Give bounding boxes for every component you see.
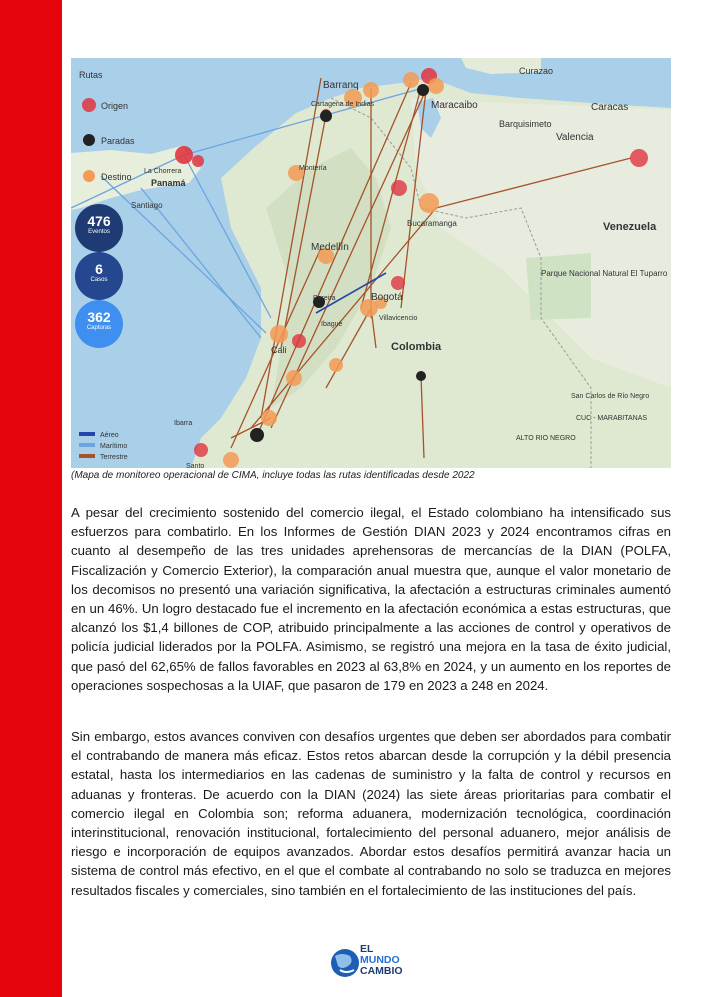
- casos-stat: 6 Casos: [75, 252, 123, 300]
- svg-text:Parque Nacional Natural El Tup: Parque Nacional Natural El Tuparro: [541, 269, 668, 278]
- paragraph-2: Sin embargo, estos avances conviven con desafíos urgentes que deben ser abordados para combatir el contrabando de manera más eficaz. Estos retos abarcan desde la corrupción y la débil presencia estatal, hasta los intermediarios en las cadenas de suministro y la falta de control y recursos en aduanas y fronteras. De acuerdo con la DIAN (2024) las siete áreas prioritarias para combatir el comercio ilegal en Colombia son; reforma aduanera, modernización tecnológica, coordinación interinstitucional, renovación institucional, fortalecimiento del personal aduanero, mejor análisis de riesgo e incorporación de equipos avanzados. Abordar estos desafíos permitirá avanzar hacia un sistema de control más efectivo, en el que el combate al contrabando no solo se traduzca en mejores resultados fiscales y comerciales, sino también en el fortalecimiento de las instituciones del país.: [71, 729, 671, 898]
- legend-destino-label: Destino: [101, 172, 132, 182]
- terrestre-legend-swatch: [79, 454, 95, 458]
- red-margin-bar: [0, 0, 62, 997]
- svg-text:Ibarra: Ibarra: [174, 420, 193, 427]
- svg-text:Valencia: Valencia: [556, 132, 594, 143]
- legend-paradas-label: Paradas: [101, 136, 135, 146]
- capturas-stat: 362 Capturas: [75, 300, 123, 348]
- svg-text:Montería: Montería: [299, 165, 327, 172]
- el-mundo-cambio-logo: [330, 940, 430, 985]
- svg-text:CUC - MARABITANAS: CUC - MARABITANAS: [576, 415, 648, 422]
- svg-text:Cartagena de Indias: Cartagena de Indias: [311, 101, 375, 108]
- eventos-stat: 476 Eventos: [75, 204, 123, 252]
- svg-text:Villavicencio: Villavicencio: [379, 315, 418, 322]
- svg-text:San Carlos de Río Negro: San Carlos de Río Negro: [571, 393, 650, 400]
- svg-text:Medellín: Medellín: [311, 242, 349, 253]
- svg-text:Colombia: Colombia: [391, 341, 442, 353]
- paragraph-1: A pesar del crecimiento sostenido del comercio ilegal, el Estado colombiano ha intensificado sus esfuerzos para combatirlo. En los Informes de Gestión DIAN 2023 y 2024 encontramos cifras en cuanto al desempeño de las tres unidades aprehensoras de mercancías de la DIAN (POLFA, Fiscalización y Comercio Exterior), la comparación anual muestra que, aunque el valor monetario de los decomisos no presentó una variación significativa, la afectación a estructuras criminales aumentó en un 46%. Un logro destacado fue el incremento en la afectación económica a estas estructuras, que alcanzó los $1,4 billones de COP, atribuido principalmente a las acciones de control y operativos de policía judicial liderados por la POLFA. Asimismo, se registró una mejora en la tasa de éxito judicial, que pasó del 62,65% de fallos favorables en 2023 al 63,8% en 2024, y un aumento en los reportes de operaciones sospechosas a la UIAF, que pasaron de 179 en 2023 a 248 en 2024.: [71, 505, 671, 693]
- logo-line-1: EL: [360, 943, 374, 955]
- terrestre-legend-label: Terrestre: [100, 454, 128, 461]
- destino-legend-marker: [83, 170, 95, 182]
- svg-text:Santo: Santo: [186, 463, 205, 468]
- logo-line-3: CAMBIO: [360, 965, 403, 977]
- svg-text:Bucaramanga: Bucaramanga: [407, 219, 457, 228]
- park-area: [526, 253, 591, 320]
- svg-text:Panamá: Panamá: [151, 178, 186, 188]
- origen-legend-marker: [82, 98, 96, 112]
- aereo-legend-swatch: [79, 432, 95, 436]
- svg-text:ALTO RIO NEGRO: ALTO RIO NEGRO: [516, 435, 576, 442]
- route-map[interactable]: [71, 58, 671, 468]
- svg-text:Cali: Cali: [271, 345, 287, 355]
- legend-title: Rutas: [79, 70, 103, 80]
- svg-text:Maracaibo: Maracaibo: [431, 100, 478, 111]
- logo-line-2: MUNDO: [360, 954, 400, 966]
- map-canvas: [71, 58, 671, 468]
- svg-text:La Chorrera: La Chorrera: [144, 168, 182, 175]
- svg-text:Barranq: Barranq: [323, 80, 359, 91]
- svg-text:Caracas: Caracas: [591, 102, 629, 113]
- svg-text:Barquisimeto: Barquisimeto: [499, 119, 552, 129]
- svg-text:Venezuela: Venezuela: [603, 221, 657, 233]
- maritimo-legend-swatch: [79, 443, 95, 447]
- svg-text:Santiago: Santiago: [131, 201, 163, 210]
- svg-text:Ibagué: Ibagué: [321, 321, 343, 328]
- paradas-legend-marker: [83, 134, 95, 146]
- aereo-legend-label: Aéreo: [100, 432, 119, 439]
- svg-text:Bogotá: Bogotá: [371, 292, 403, 303]
- globe-icon: [330, 946, 360, 980]
- svg-text:Curazao: Curazao: [519, 66, 554, 76]
- legend-origen-label: Origen: [101, 101, 129, 111]
- maritimo-legend-label: Marítimo: [100, 443, 128, 450]
- map-caption: (Mapa de monitoreo operacional de CIMA, incluye todas las rutas identificadas desde 2022: [71, 470, 475, 481]
- svg-text:Pereira: Pereira: [313, 295, 336, 302]
